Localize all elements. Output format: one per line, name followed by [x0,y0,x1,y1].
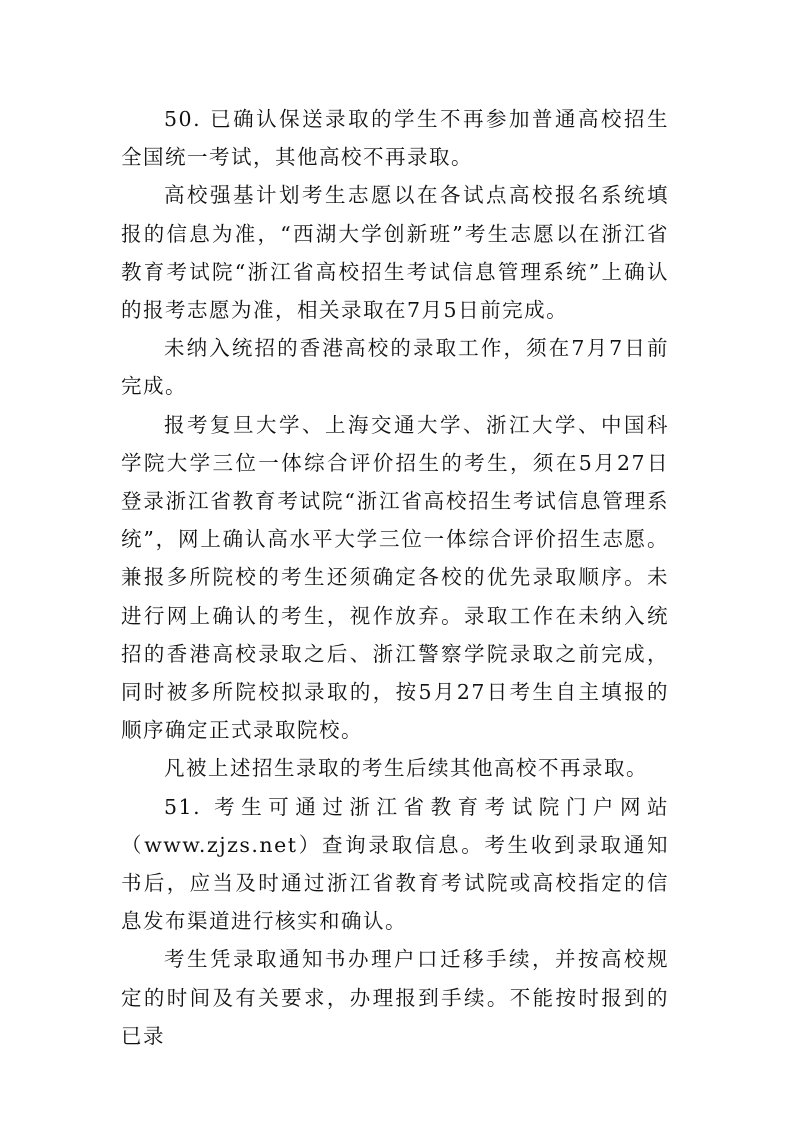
paragraph-strong-foundation-plan: 高校强基计划考生志愿以在各试点高校报名系统填报的信息为准，“西湖大学创新班”考生志愿以在浙江省教育考试院“浙江省高校招生考试信息管理系统”上确认的报考志愿为准，相关录取在7月5日前完成。 [121,183,669,323]
paragraph-50-guaranteed-admission: 50. 已确认保送录取的学生不再参加普通高校招生全国统一考试，其他高校不再录取。 [121,107,669,170]
paragraph-three-in-one-evaluation: 报考复旦大学、上海交通大学、浙江大学、中国科学院大学三位一体综合评价招生的考生，须在5月27日登录浙江省教育考试院“浙江省高校招生考试信息管理系统”，网上确认高水平大学三位一体综合评价招生志愿。兼报多所院校的考生还须确定各校的优先录取顺序。未进行网上确认的考生，视作放弃。录取工作在未纳入统招的香港高校录取之后、浙江警察学院录取之前完成，同时被多所院校拟录取的，按5月27日考生自主填报的顺序确定正式录取院校。 [121,412,669,743]
paragraph-51-admission-query: 51. 考生可通过浙江省教育考试院门户网站（www.zjzs.net）查询录取信息。考生收到录取通知书后，应当及时通过浙江省教育考试院或高校指定的信息发布渠道进行核实和确认。 [121,794,669,934]
document-body [121,100,669,1055]
paragraph-hong-kong-universities: 未纳入统招的香港高校的录取工作，须在7月7日前完成。 [121,336,669,399]
paragraph-registration-procedure: 考生凭录取通知书办理户口迁移手续，并按高校规定的时间及有关要求，办理报到手续。不能按时报到的已录 [121,947,669,1048]
paragraph-no-further-admission: 凡被上述招生录取的考生后续其他高校不再录取。 [164,756,648,781]
